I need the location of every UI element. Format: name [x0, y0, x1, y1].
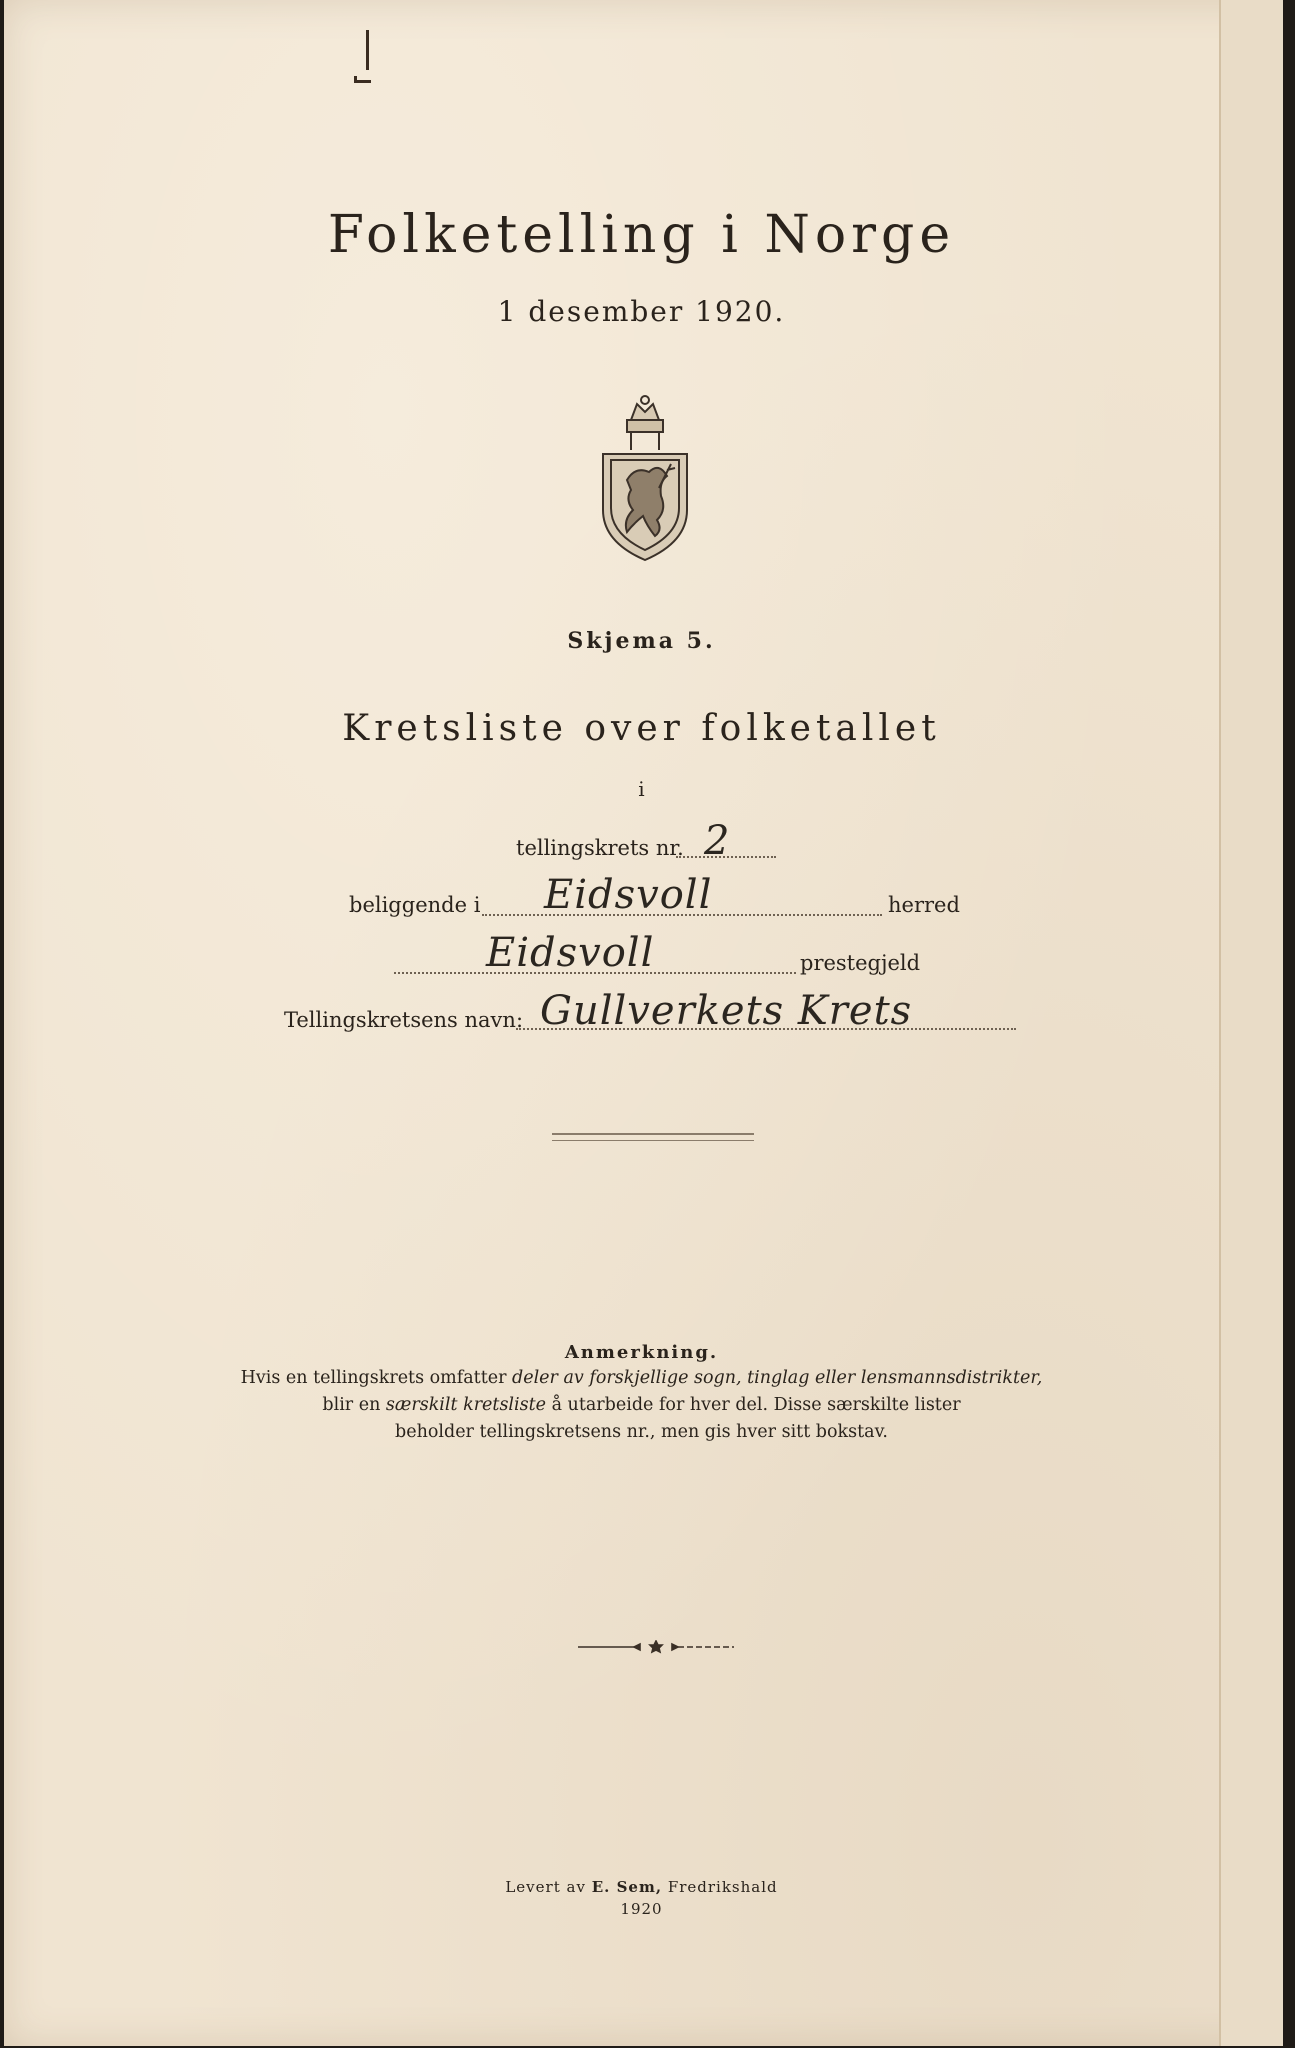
coat-of-arms-icon [597, 392, 693, 562]
census-form-page [4, 0, 1279, 2046]
note-heading: Anmerkning. [564, 1342, 719, 1363]
printer-name: E. Sem, [591, 1878, 663, 1896]
connector-i: i [638, 777, 645, 801]
prestegjeld-value: Eidsvoll [486, 930, 655, 976]
ornament-divider-icon [576, 1640, 736, 1654]
printer-credit [4, 1878, 1279, 1896]
note-line-2-text-c: å utarbeide for hver del. Disse særskilte lister [546, 1395, 961, 1415]
krets-number-label: tellingskrets nr. [516, 836, 684, 860]
prestegjeld-label: prestegjeld [800, 951, 921, 975]
note-line-1-text: Hvis en tellingskrets omfatter [240, 1368, 513, 1388]
printer-year: 1920 [620, 1900, 663, 1918]
beliggende-label: beliggende i [349, 893, 481, 917]
krets-number-value: 2 [704, 818, 731, 864]
page-title: Folketelling i Norge [327, 205, 956, 265]
note-line-2-emphasis: særskilt kretsliste [385, 1395, 546, 1415]
section-divider [552, 1133, 754, 1141]
herred-label: herred [888, 893, 960, 917]
krets-name-label: Tellingskretsens navn: [284, 1008, 524, 1032]
printer-city: Fredrikshald [662, 1878, 778, 1896]
note-line-1-emphasis: deler av forskjellige sogn, tinglag eller lensmannsdistrikter, [512, 1368, 1043, 1388]
pencil-mark [366, 30, 369, 70]
pencil-mark-hook [354, 76, 371, 83]
herred-value: Eidsvoll [544, 872, 713, 918]
note-line-1 [4, 1368, 1279, 1388]
census-date: 1 desember 1920. [497, 295, 786, 328]
note-line-2 [4, 1395, 1279, 1415]
krets-name-value: Gullverkets Krets [540, 988, 913, 1034]
printer-credit-prefix: Levert av [505, 1878, 592, 1896]
form-subtitle: Kretsliste over folketallet [342, 708, 941, 749]
schema-number: Skjema 5. [567, 628, 716, 654]
note-line-3: beholder tellingskretsens nr., men gis hver sitt bokstav. [395, 1422, 888, 1442]
note-line-2-text-a: blir en [322, 1395, 386, 1415]
